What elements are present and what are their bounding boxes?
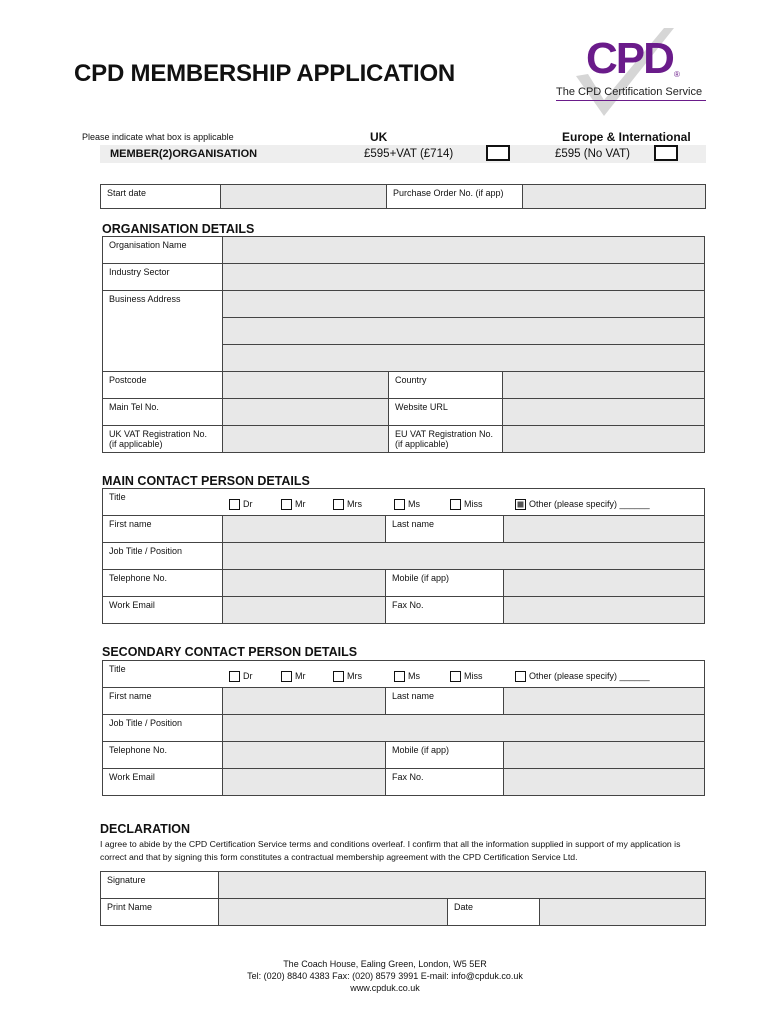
secondary-job-label: Job Title / Position (103, 715, 223, 742)
main-telephone-label: Telephone No. (103, 570, 223, 597)
title-option[interactable] (229, 499, 253, 510)
title-option[interactable] (450, 671, 483, 682)
main-last-name-label: Last name (386, 516, 504, 543)
declaration-text: I agree to abide by the CPD Certification Service terms and conditions overleaf. I confirm that all the information supplied in support of my application is correct and that by signing this form constitutes a contractual membership agreement with the CPD Certification Service Ltd. (100, 839, 681, 862)
industry-sector-field[interactable] (223, 264, 705, 291)
logo-tagline: The CPD Certification Service (556, 86, 703, 98)
title-option-label: Mrs (347, 671, 362, 681)
footer (0, 958, 770, 994)
main-job-label: Job Title / Position (103, 543, 223, 570)
org-details-table (102, 236, 705, 453)
title-option[interactable] (281, 499, 306, 510)
main-first-name-label: First name (103, 516, 223, 543)
secondary-mobile-label: Mobile (if app) (386, 742, 504, 769)
cpd-logo (556, 28, 716, 118)
title-checkbox[interactable] (333, 671, 344, 682)
main-telephone-field[interactable] (223, 570, 386, 597)
title-option[interactable] (333, 671, 362, 682)
title-option[interactable] (333, 499, 362, 510)
uk-vat-field[interactable] (223, 426, 389, 453)
secondary-contact-table (102, 660, 705, 796)
footer-website: www.cpduk.co.uk (350, 983, 420, 993)
main-fax-label: Fax No. (386, 597, 504, 624)
secondary-title-label: Title (109, 664, 126, 674)
title-checkbox[interactable] (229, 671, 240, 682)
signature-label: Signature (101, 872, 219, 899)
footer-contact: Tel: (020) 8840 4383 Fax: (020) 8579 3991 E-mail: info@cpduk.co.uk (247, 971, 523, 981)
main-mobile-label: Mobile (if app) (386, 570, 504, 597)
print-name-field[interactable] (219, 899, 448, 926)
po-number-field[interactable] (523, 185, 706, 209)
secondary-last-name-label: Last name (386, 688, 504, 715)
main-fax-field[interactable] (504, 597, 705, 624)
pricing-hint: Please indicate what box is applicable (82, 132, 234, 142)
uk-vat-label-line2: (if applicable) (109, 439, 163, 449)
start-date-label: Start date (101, 185, 221, 209)
title-option[interactable] (450, 499, 483, 510)
date-label: Date (448, 899, 540, 926)
main-last-name-field[interactable] (504, 516, 705, 543)
website-label: Website URL (389, 399, 503, 426)
title-option-label: Mrs (347, 499, 362, 509)
secondary-job-field[interactable] (223, 715, 705, 742)
postcode-field[interactable] (223, 372, 389, 399)
secondary-last-name-field[interactable] (504, 688, 705, 715)
uk-price: £595+VAT (£714) (364, 148, 454, 160)
title-checkbox[interactable] (450, 671, 461, 682)
title-option-label: Dr (243, 499, 253, 509)
secondary-first-name-field[interactable] (223, 688, 386, 715)
secondary-contact-heading: SECONDARY CONTACT PERSON DETAILS (102, 645, 358, 659)
title-checkbox[interactable] (229, 499, 240, 510)
uk-vat-label (103, 426, 223, 453)
eu-vat-label-line2: (if applicable) (395, 439, 449, 449)
address-line-3-field[interactable] (223, 345, 705, 372)
logo-underline (556, 100, 706, 101)
uk-header: UK (370, 130, 388, 144)
address-line-2-field[interactable] (223, 318, 705, 345)
main-title-row (103, 489, 705, 516)
declaration-heading: DECLARATION (100, 822, 191, 836)
title-option-label: Other (please specify) ______ (529, 499, 650, 509)
country-label: Country (389, 372, 503, 399)
secondary-fax-field[interactable] (504, 769, 705, 796)
footer-address: The Coach House, Ealing Green, London, W5 5ER (283, 959, 487, 969)
title-option-label: Miss (464, 499, 483, 509)
industry-sector-label: Industry Sector (103, 264, 223, 291)
po-number-label: Purchase Order No. (if app) (387, 185, 523, 209)
title-option-label: Ms (408, 671, 420, 681)
intl-price-checkbox[interactable] (654, 145, 678, 161)
main-contact-heading: MAIN CONTACT PERSON DETAILS (102, 474, 310, 488)
secondary-title-row (103, 661, 705, 688)
title-checkbox[interactable] (515, 499, 526, 510)
secondary-telephone-field[interactable] (223, 742, 386, 769)
main-email-label: Work Email (103, 597, 223, 624)
secondary-first-name-label: First name (103, 688, 223, 715)
org-name-label: Organisation Name (103, 237, 223, 264)
title-option[interactable] (394, 499, 420, 510)
title-checkbox[interactable] (515, 671, 526, 682)
intl-header: Europe & International (562, 130, 691, 144)
date-field[interactable] (540, 899, 706, 926)
secondary-email-field[interactable] (223, 769, 386, 796)
secondary-email-label: Work Email (103, 769, 223, 796)
title-option[interactable] (515, 671, 650, 682)
title-option-label: Dr (243, 671, 253, 681)
title-option-label: Mr (295, 499, 306, 509)
main-title-label: Title (109, 492, 126, 502)
signature-field[interactable] (219, 872, 706, 899)
intl-price: £595 (No VAT) (555, 148, 630, 160)
secondary-mobile-field[interactable] (504, 742, 705, 769)
membership-type-label: MEMBER(2)ORGANISATION (110, 148, 258, 160)
website-field[interactable] (503, 399, 705, 426)
uk-price-checkbox[interactable] (486, 145, 510, 161)
address-line-1-field[interactable] (223, 291, 705, 318)
signature-table (100, 871, 706, 926)
print-name-label: Print Name (101, 899, 219, 926)
title-checkbox[interactable] (281, 499, 292, 510)
secondary-telephone-label: Telephone No. (103, 742, 223, 769)
title-option[interactable] (281, 671, 306, 682)
main-contact-table (102, 488, 705, 624)
title-option-label: Ms (408, 499, 420, 509)
title-option[interactable] (229, 671, 253, 682)
org-details-heading: ORGANISATION DETAILS (102, 222, 255, 236)
main-job-field[interactable] (223, 543, 705, 570)
title-option-label: Mr (295, 671, 306, 681)
title-checkbox[interactable] (394, 671, 405, 682)
title-checkbox[interactable] (394, 499, 405, 510)
title-checkbox[interactable] (333, 499, 344, 510)
title-option[interactable] (515, 499, 650, 510)
org-name-field[interactable] (223, 237, 705, 264)
eu-vat-field[interactable] (503, 426, 705, 453)
main-email-field[interactable] (223, 597, 386, 624)
registered-mark: ® (674, 70, 680, 79)
eu-vat-label-line1: EU VAT Registration No. (395, 429, 494, 439)
title-option-label: Other (please specify) ______ (529, 671, 650, 681)
logo-mark: CPD (586, 34, 673, 83)
page-title: CPD MEMBERSHIP APPLICATION (74, 60, 456, 87)
secondary-fax-label: Fax No. (386, 769, 504, 796)
main-first-name-field[interactable] (223, 516, 386, 543)
main-tel-label: Main Tel No. (103, 399, 223, 426)
country-field[interactable] (503, 372, 705, 399)
eu-vat-label (389, 426, 503, 453)
main-tel-field[interactable] (223, 399, 389, 426)
postcode-label: Postcode (103, 372, 223, 399)
start-date-field[interactable] (221, 185, 387, 209)
main-mobile-field[interactable] (504, 570, 705, 597)
title-checkbox[interactable] (450, 499, 461, 510)
business-address-label: Business Address (103, 291, 223, 372)
title-option-label: Miss (464, 671, 483, 681)
title-option[interactable] (394, 671, 420, 682)
uk-vat-label-line1: UK VAT Registration No. (109, 429, 208, 439)
title-checkbox[interactable] (281, 671, 292, 682)
start-date-table (100, 184, 706, 209)
